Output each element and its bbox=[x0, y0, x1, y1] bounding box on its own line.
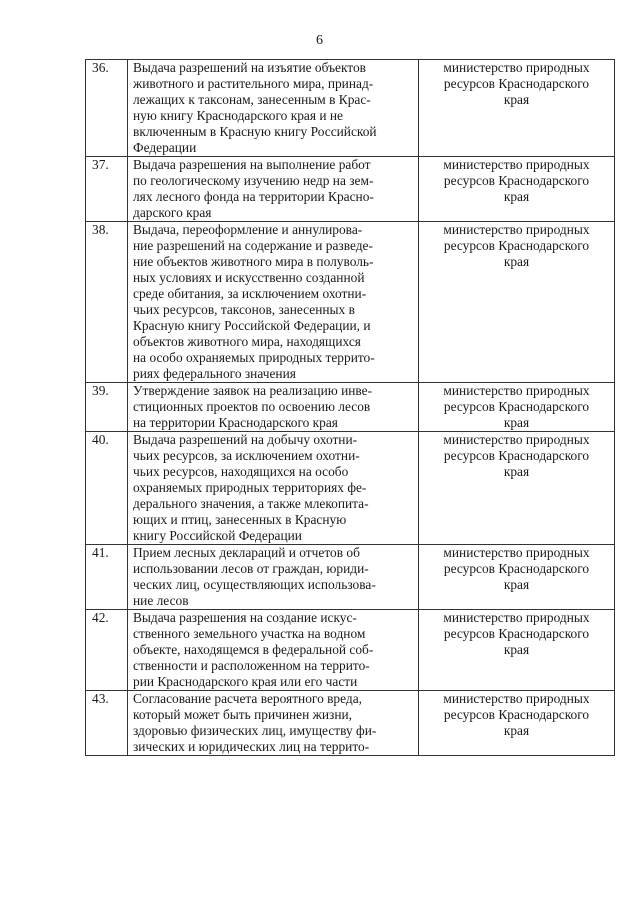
service-description bbox=[128, 157, 419, 222]
organization-line: ресурсов Краснодарского bbox=[443, 238, 590, 253]
description-line: Согласование расчета вероятного вреда, bbox=[133, 691, 362, 706]
table-row bbox=[86, 691, 615, 756]
row-number: 40. bbox=[86, 432, 128, 545]
description-line: здоровью физических лиц, имуществу фи- bbox=[133, 723, 377, 738]
description-line: ную книгу Краснодарского края и не bbox=[133, 108, 343, 123]
description-line: зических и юридических лиц на террито- bbox=[133, 739, 370, 754]
organization-line: края bbox=[503, 92, 530, 107]
service-description bbox=[128, 383, 419, 432]
service-description bbox=[128, 222, 419, 383]
responsible-organization bbox=[419, 432, 615, 545]
description-line: ние разрешений на содержание и разведе- bbox=[133, 238, 373, 253]
description-line: Прием лесных деклараций и отчетов об bbox=[133, 545, 360, 560]
organization-line: ресурсов Краснодарского bbox=[443, 173, 590, 188]
description-line: объектов животного мира, находящихся bbox=[133, 334, 361, 349]
organization-line: министерство природных bbox=[443, 222, 590, 237]
row-number: 42. bbox=[86, 610, 128, 691]
organization-line: министерство природных bbox=[443, 60, 590, 75]
description-line: чьих ресурсов, таксонов, занесенных в bbox=[133, 302, 355, 317]
organization-line: ресурсов Краснодарского bbox=[443, 561, 590, 576]
description-line: ние лесов bbox=[133, 593, 189, 608]
description-line: лях лесного фонда на территории Красно- bbox=[133, 189, 374, 204]
organization-line: министерство природных bbox=[443, 157, 590, 172]
table-row bbox=[86, 432, 615, 545]
page-number: 6 bbox=[316, 33, 323, 48]
table-row bbox=[86, 60, 615, 157]
description-line: дерального значения, а также млекопита- bbox=[133, 496, 369, 511]
description-line: по геологическому изучению недр на зем- bbox=[133, 173, 374, 188]
description-line: лежащих к таксонам, занесенным в Крас- bbox=[133, 92, 371, 107]
organization-line: края bbox=[503, 642, 530, 657]
description-line: чьих ресурсов, находящихся на особо bbox=[133, 464, 349, 479]
organization-line: министерство природных bbox=[443, 691, 590, 706]
organization-line: министерство природных bbox=[443, 545, 590, 560]
description-line: Красную книгу Российской Федерации, и bbox=[133, 318, 371, 333]
responsible-organization bbox=[419, 157, 615, 222]
description-line: ственности и расположенном на террито- bbox=[133, 658, 370, 673]
organization-line: края bbox=[503, 464, 530, 479]
description-line: книгу Российской Федерации bbox=[133, 528, 302, 543]
description-line: Выдача разрешения на создание искус- bbox=[133, 610, 357, 625]
description-line: среде обитания, за исключением охотни- bbox=[133, 286, 367, 301]
description-line: чьих ресурсов, за исключением охотни- bbox=[133, 448, 360, 463]
row-number: 41. bbox=[86, 545, 128, 610]
description-line: животного и растительного мира, принад- bbox=[133, 76, 374, 91]
description-line: объекте, находящемся в федеральной соб- bbox=[133, 642, 374, 657]
description-line: Выдача разрешений на добычу охотни- bbox=[133, 432, 358, 447]
description-line: Выдача, переоформление и аннулирова- bbox=[133, 222, 363, 237]
organization-line: ресурсов Краснодарского bbox=[443, 626, 590, 641]
responsible-organization bbox=[419, 545, 615, 610]
description-line: ственного земельного участка на водном bbox=[133, 626, 366, 641]
description-line: ние объектов животного мира в полуволь- bbox=[133, 254, 374, 269]
organization-line: края bbox=[503, 189, 530, 204]
organization-line: края bbox=[503, 723, 530, 738]
responsible-organization bbox=[419, 691, 615, 756]
table-row bbox=[86, 545, 615, 610]
service-description bbox=[128, 691, 419, 756]
description-line: Выдача разрешений на изъятие объектов bbox=[133, 60, 366, 75]
organization-line: министерство природных bbox=[443, 383, 590, 398]
organization-line: ресурсов Краснодарского bbox=[443, 399, 590, 414]
organization-line: края bbox=[503, 577, 530, 592]
responsible-organization bbox=[419, 222, 615, 383]
description-line: включенным в Красную книгу Российской bbox=[133, 124, 377, 139]
table-row bbox=[86, 610, 615, 691]
organization-line: ресурсов Краснодарского bbox=[443, 76, 590, 91]
table-row bbox=[86, 383, 615, 432]
responsible-organization bbox=[419, 60, 615, 157]
service-description bbox=[128, 545, 419, 610]
organization-line: ресурсов Краснодарского bbox=[443, 707, 590, 722]
row-number: 36. bbox=[86, 60, 128, 157]
organization-line: министерство природных bbox=[443, 432, 590, 447]
description-line: ющих и птиц, занесенных в Красную bbox=[133, 512, 347, 527]
service-description bbox=[128, 432, 419, 545]
description-line: ных условиях и искусственно созданной bbox=[133, 270, 365, 285]
description-line: риях федерального значения bbox=[133, 366, 296, 381]
services-table bbox=[85, 59, 615, 756]
description-line: Выдача разрешения на выполнение работ bbox=[133, 157, 371, 172]
row-number: 43. bbox=[86, 691, 128, 756]
responsible-organization bbox=[419, 610, 615, 691]
description-line: ческих лиц, осуществляющих использова- bbox=[133, 577, 376, 592]
service-description bbox=[128, 60, 419, 157]
organization-line: ресурсов Краснодарского bbox=[443, 448, 590, 463]
description-line: дарского края bbox=[133, 205, 212, 220]
description-line: на особо охраняемых природных террито- bbox=[133, 350, 375, 365]
description-line: стиционных проектов по освоению лесов bbox=[133, 399, 371, 414]
organization-line: края bbox=[503, 254, 530, 269]
description-line: Федерации bbox=[133, 140, 197, 155]
row-number: 38. bbox=[86, 222, 128, 383]
table-row bbox=[86, 222, 615, 383]
description-line: охраняемых природных территориях фе- bbox=[133, 480, 367, 495]
responsible-organization bbox=[419, 383, 615, 432]
table-row bbox=[86, 157, 615, 222]
description-line: рии Краснодарского края или его части bbox=[133, 674, 358, 689]
row-number: 37. bbox=[86, 157, 128, 222]
description-line: на территории Краснодарского края bbox=[133, 415, 338, 430]
organization-line: министерство природных bbox=[443, 610, 590, 625]
description-line: который может быть причинен жизни, bbox=[133, 707, 353, 722]
service-description bbox=[128, 610, 419, 691]
description-line: использовании лесов от граждан, юриди- bbox=[133, 561, 369, 576]
description-line: Утверждение заявок на реализацию инве- bbox=[133, 383, 373, 398]
row-number: 39. bbox=[86, 383, 128, 432]
table-body bbox=[86, 60, 615, 756]
organization-line: края bbox=[503, 415, 530, 430]
